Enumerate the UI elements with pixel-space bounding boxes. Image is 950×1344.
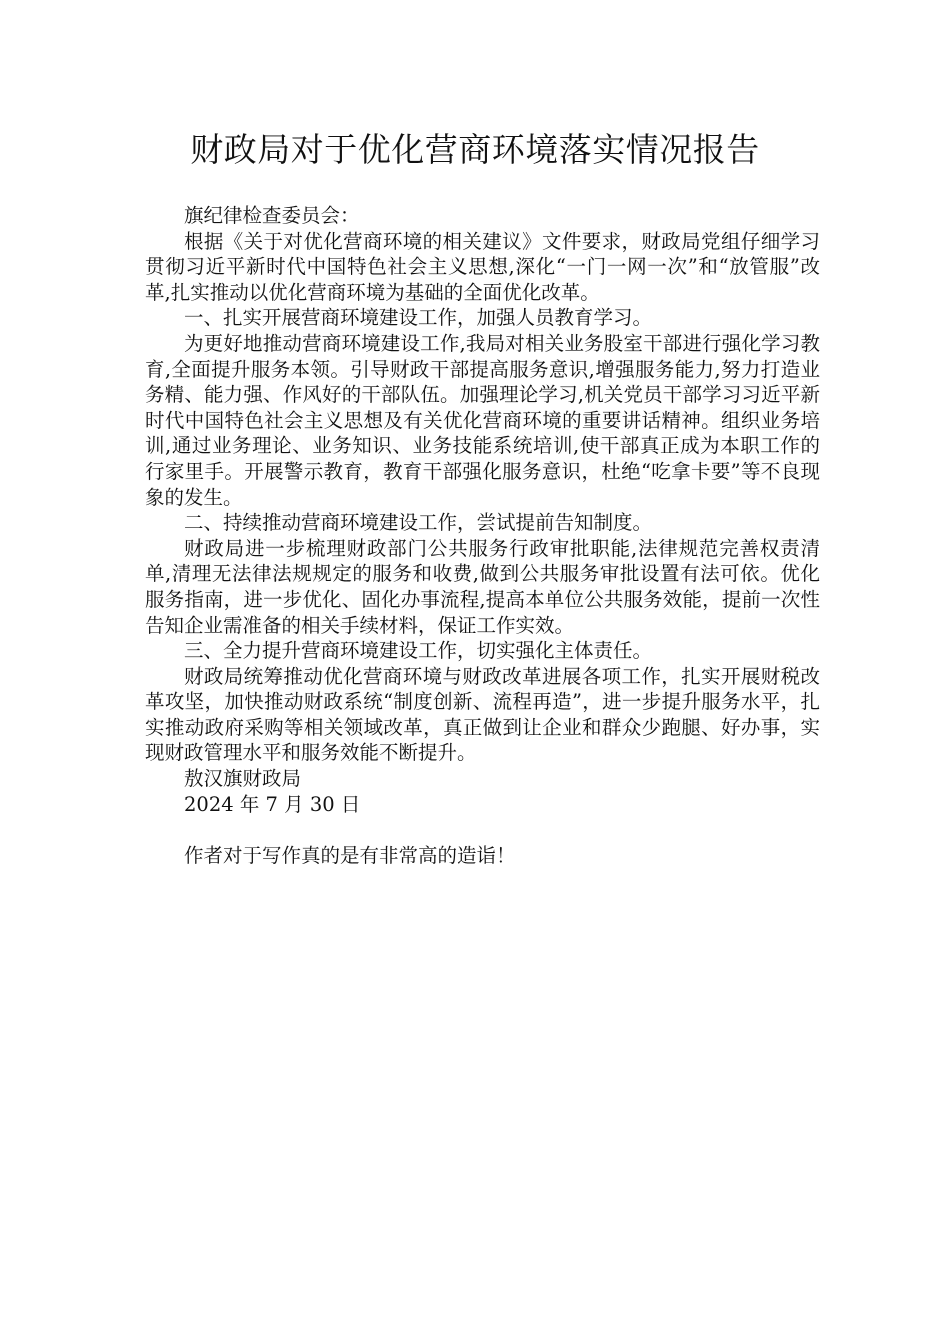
footer-note: 作者对于写作真的是有非常高的造诣！ bbox=[184, 843, 516, 867]
section-1-heading: 一、扎实开展营商环境建设工作，加强人员教育学习。 bbox=[184, 306, 653, 330]
salutation: 旗纪律检查委员会： bbox=[184, 204, 360, 227]
document-body bbox=[145, 203, 820, 868]
intro-paragraph: 根据《关于对优化营商环境的相关建议》文件要求，财政局党组仔细学习贯彻习近平新时代中国特色社会主义思想,深化“一门一网一次”和“放管服”改革,扎实推动以优化营商环境为基础的全面优化改革。 bbox=[145, 229, 820, 304]
section-2-heading: 二、持续推动营商环境建设工作，尝试提前告知制度。 bbox=[184, 511, 653, 535]
document-title: 财政局对于优化营商环境落实情况报告 bbox=[190, 130, 760, 169]
section-3-heading: 三、全力提升营商环境建设工作，切实强化主体责任。 bbox=[184, 639, 653, 663]
report-date: 2024 年 7 月 30 日 bbox=[184, 792, 361, 816]
section-2-paragraph: 财政局进一步梳理财政部门公共服务行政审批职能,法律规范完善权责清单,清理无法律法规规定的服务和收费,做到公共服务审批设置有法可依。优化服务指南，进一步优化、固化办事流程,提高本单位公共服务效能，提前一次性告知企业需准备的相关手续材料，保证工作实效。 bbox=[145, 536, 820, 637]
section-3-paragraph: 财政局统筹推动优化营商环境与财政改革进展各项工作，扎实开展财税改革攻坚，加快推动财政系统“制度创新、流程再造”，进一步提升服务水平，扎实推动政府采购等相关领域改革，真正做到让企业和群众少跑腿、好办事，实现财政管理水平和服务效能不断提升。 bbox=[145, 664, 820, 765]
section-1-paragraph: 为更好地推动营商环境建设工作,我局对相关业务股室干部进行强化学习教育,全面提升服务本领。引导财政干部提高服务意识,增强服务能力,努力打造业务精、能力强、作风好的干部队伍。加强理论学习,机关党员干部学习习近平新时代中国特色社会主义思想及有关优化营商环境的重要讲话精神。组织业务培训,通过业务理论、业务知识、业务技能系统培训,使干部真正成为本职工作的行家里手。开展警示教育，教育干部强化服务意识，杜绝“吃拿卡要”等不良现象的发生。 bbox=[145, 331, 820, 509]
blank-line bbox=[145, 817, 820, 843]
signature: 敖汉旗财政局 bbox=[184, 767, 302, 791]
